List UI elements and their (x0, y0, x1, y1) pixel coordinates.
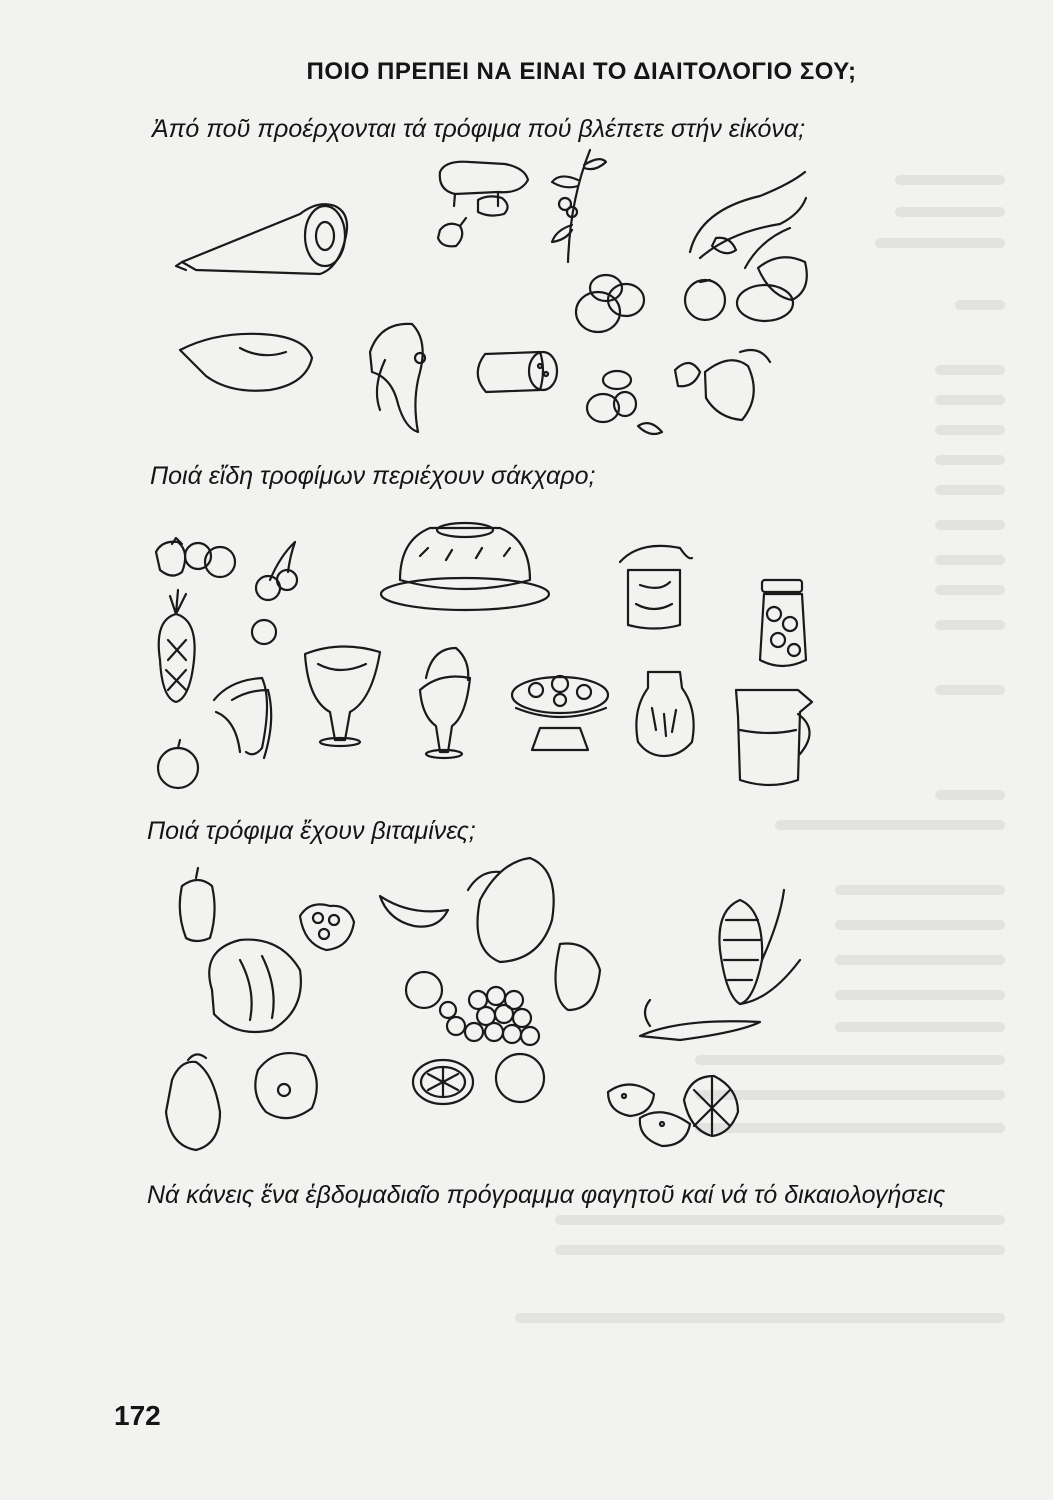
vegetables-icon (587, 350, 770, 434)
strawberries-icon (156, 538, 235, 577)
pineapple-icon (159, 590, 195, 702)
corn-icon (719, 890, 800, 1004)
bundt-cake-icon (381, 523, 549, 610)
lettuce-icon (209, 940, 301, 1032)
eggs-icon (576, 275, 644, 332)
bananas-icon (158, 678, 271, 788)
chicken-icon (180, 334, 312, 391)
carrots-icon (640, 1000, 760, 1040)
preserve-jar-icon (760, 580, 806, 666)
pepper-icon (180, 868, 215, 941)
eggplant-icon (166, 1053, 317, 1150)
question-origin: Ἀπό ποῦ προέρχονται τά τρόφιμα πού βλέπετε στήν εἰκόνα; (152, 115, 806, 143)
ham-icon (176, 204, 347, 274)
page-title: ΠΟΙΟ ΠΡΕΠΕΙ ΝΑ ΕΙΝΑΙ ΤΟ ΔΙΑΙΤΟΛΟΓΙΟ ΣΟΥ; (306, 58, 857, 85)
olive-branch-icon (552, 150, 606, 262)
cauliflower-icon (300, 904, 354, 950)
jam-jar-icon (620, 546, 692, 629)
pea-pods-icon (690, 172, 806, 268)
question-vitamins: Ποιά τρόφιμα ἔχουν βιταμίνες; (147, 817, 476, 845)
honey-jar-icon (636, 672, 693, 756)
orange-icon (413, 1054, 544, 1104)
grapes-icon (406, 944, 600, 1045)
fish-icon (370, 324, 425, 432)
artichoke-icon (684, 1076, 738, 1136)
fruit-bowl-icon (512, 676, 608, 750)
question-sugar: Ποιά εἴδη τροφίμων περιέχουν σάκχαρο; (150, 462, 596, 490)
juice-jug-icon (736, 690, 812, 785)
cherries-icon (252, 542, 297, 644)
potatoes-icon (608, 1084, 690, 1146)
salami-icon (478, 352, 557, 392)
page-number: 172 (114, 1400, 161, 1431)
ice-cream-icon (305, 646, 470, 758)
melon-icon (380, 858, 554, 962)
farm-animals-icon (438, 162, 528, 247)
assignment-text: Νά κάνεις ἕνα ἑβδομαδιαῖο πρόγραμμα φαγητοῦ καί νά τό δικαιολογήσεις (147, 1181, 946, 1209)
